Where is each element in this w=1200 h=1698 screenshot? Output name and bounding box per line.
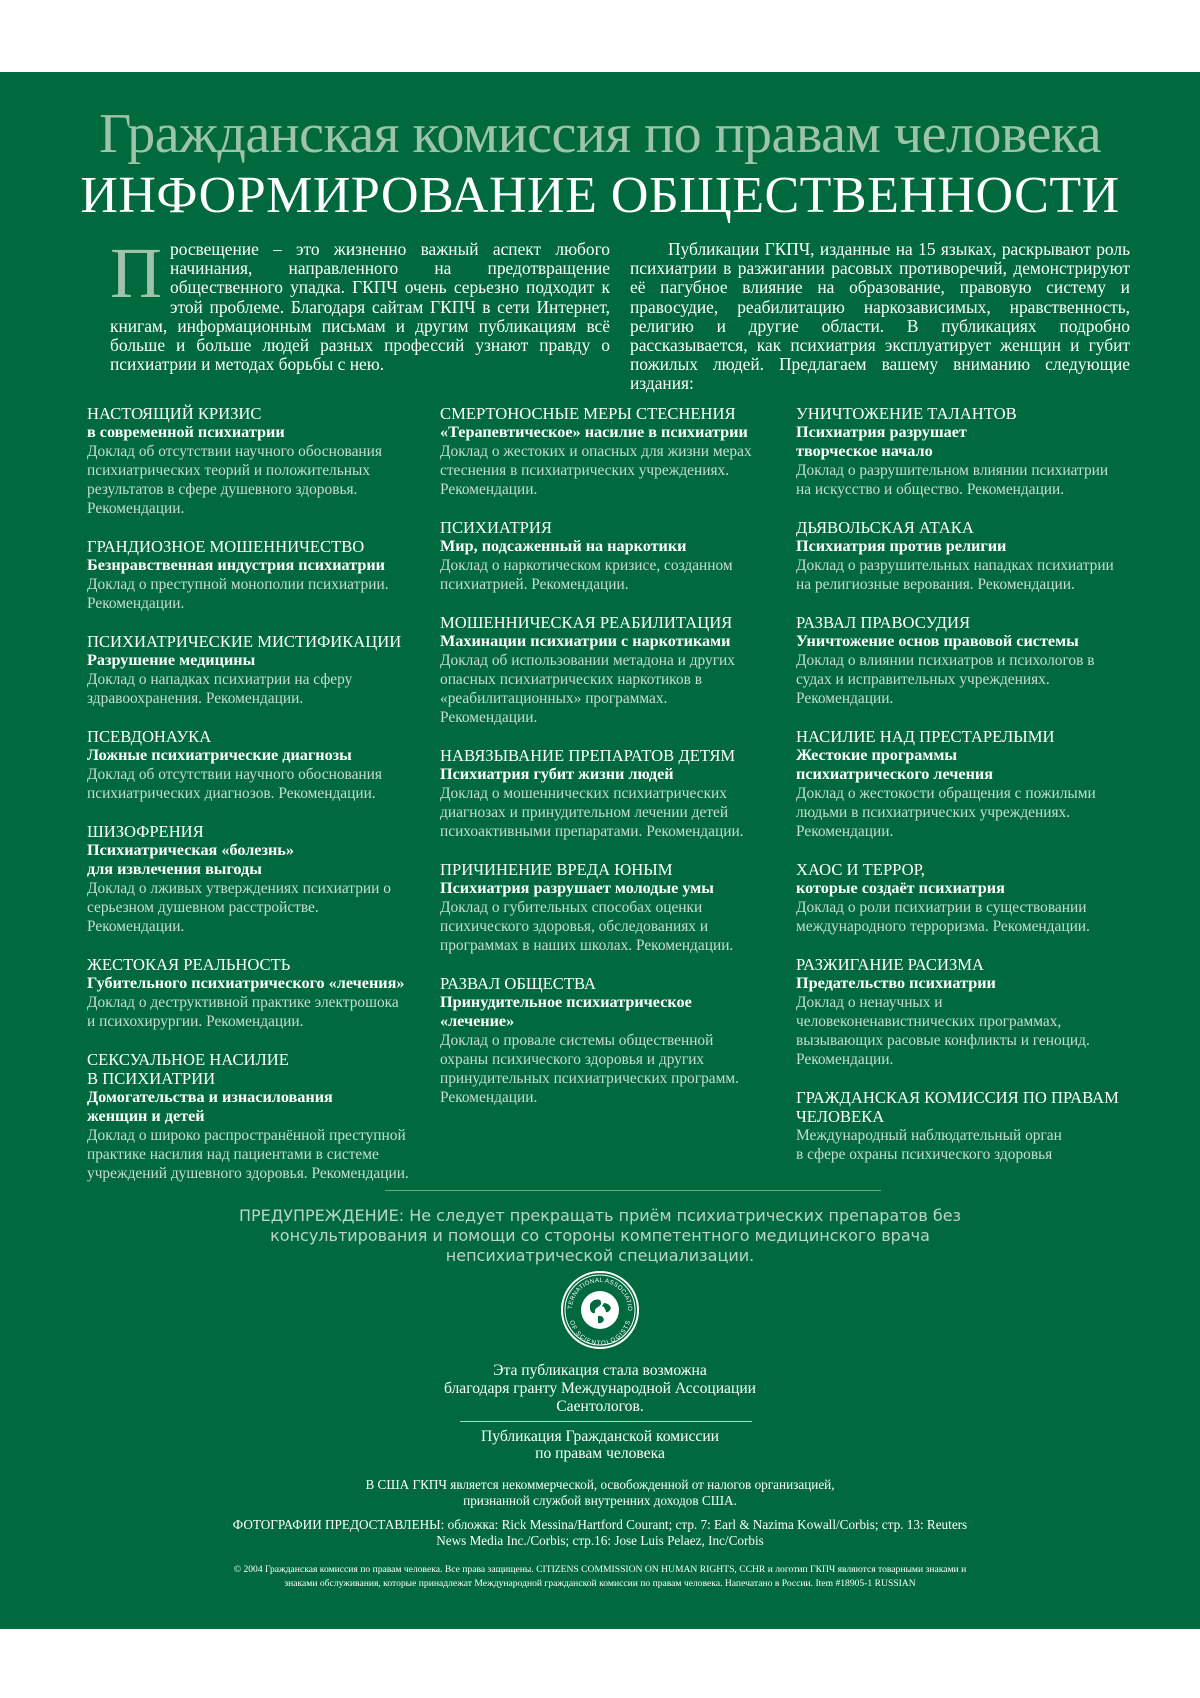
intro-left-paragraph <box>110 233 610 375</box>
publication-title: ГРАНДИОЗНОЕ МОШЕННИЧЕСТВО <box>87 537 365 556</box>
publication-subtitle: «Терапевтическое» насилие в психиатрии <box>440 423 748 441</box>
publication-subtitle: Домогательства и изнасилования женщин и детей <box>87 1088 333 1125</box>
publication-description: Доклад о роли психиатрии в существовании международного терроризма. Рекомендации. <box>796 899 1090 935</box>
publication-entry <box>796 613 1146 708</box>
publication-description: Доклад об отсутствии научного обоснования психиатрических теорий и положительных результатов в сфере душевного здоровья. Рекомендации. <box>87 443 382 517</box>
publication-entry <box>87 955 437 1031</box>
publication-title: НАВЯЗЫВАНИЕ ПРЕПАРАТОВ ДЕТЯМ <box>440 746 736 765</box>
publication-title: ХАОС И ТЕРРОР, <box>796 860 925 879</box>
publication-entry <box>440 974 790 1107</box>
intro-left-text: росвещение – это жизненно важный аспект любого начинания, направленного на предотвращение общественного упадка. ГКПЧ очень серьезно подходит к этой проблеме. Благодаря сайтам ГКПЧ в сети Интернет, книгам, информационным письмам и другим публикациям всё больше и больше людей разных профессий узнают правду о психиатрии и методах борьбы с нею. <box>110 239 610 375</box>
usa-tax-note: В США ГКПЧ является некоммерческой, освобожденной от налогов организацией, признанной службой внутренних доходов США. <box>365 1477 835 1508</box>
publication-description: Доклад об использовании метадона и других опасных психиатрических наркотиков в «реабилитационных» программах. Рекомендации. <box>440 652 735 726</box>
publication-title: СМЕРТОНОСНЫЕ МЕРЫ СТЕСНЕНИЯ <box>440 404 736 423</box>
publication-entry <box>440 613 790 727</box>
publication-entry <box>796 1088 1146 1164</box>
publication-description: Доклад о разрушительных нападках психиатрии на религиозные верования. Рекомендации. <box>796 557 1114 593</box>
publication-entry <box>440 860 790 955</box>
publication-title: ДЬЯВОЛЬСКАЯ АТАКА <box>796 518 974 537</box>
publications-column-2 <box>440 404 790 1126</box>
page-title: ИНФОРМИРОВАНИЕ ОБЩЕСТВЕННОСТИ <box>80 167 1120 224</box>
publication-description: Доклад о жестокости обращения с пожилыми людьми в психиатрических учреждениях. Рекомендации. <box>796 785 1096 840</box>
publication-description: Доклад о разрушительном влиянии психиатрии на искусство и общество. Рекомендации. <box>796 462 1109 498</box>
publication-subtitle: Психиатрия губит жизни людей <box>440 765 674 783</box>
publication-description: Доклад о нападках психиатрии на сферу здравоохранения. Рекомендации. <box>87 671 353 707</box>
svg-text:INTERNATIONAL ASSOCIATION: TERNATIONAL ASSOCIATIO <box>566 1276 634 1312</box>
publication-subtitle: Психиатрия против религии <box>796 537 1007 555</box>
publication-subtitle: Жестокие программы психиатрического лечения <box>796 746 993 783</box>
publication-entry <box>87 404 437 518</box>
publisher-note: Публикация Гражданской комиссии по правам человека <box>480 1428 720 1462</box>
photo-credits: ФОТОГРАФИИ ПРЕДОСТАВЛЕНЫ: обложка: Rick Messina/Hartford Courant; стр. 7: Earl & Nazima Kowall/Corbis; стр. 13: Reuters News Media Inc./Corbis; стр.16: Jose Luis Pelaez, Inc/Corbis <box>232 1517 968 1548</box>
publication-entry <box>87 632 437 708</box>
grant-note: Эта публикация стала возможна благодаря гранту Международной Ассоциации Саентологов. <box>443 1362 757 1415</box>
publication-entry <box>87 822 437 936</box>
organization-title: Гражданская комиссия по правам человека <box>98 103 1102 165</box>
publication-entry <box>87 1050 437 1183</box>
divider <box>385 1190 881 1191</box>
publication-entry <box>87 537 437 613</box>
svg-text:OF SCIENTOLOGISTS: OF SCIENTOLOGISTS <box>567 1319 633 1348</box>
publication-title: ПРИЧИНЕНИЕ ВРЕДА ЮНЫМ <box>440 860 673 879</box>
publication-title: РАЗВАЛ ОБЩЕСТВА <box>440 974 596 993</box>
publication-subtitle: Предательство психиатрии <box>796 974 996 992</box>
publication-description: Доклад о деструктивной практике электрошока и психохирургии. Рекомендации. <box>87 994 399 1030</box>
publication-title: РАЗВАЛ ПРАВОСУДИЯ <box>796 613 971 632</box>
publication-title: МОШЕННИЧЕСКАЯ РЕАБИЛИТАЦИЯ <box>440 613 733 632</box>
publication-subtitle: в современной психиатрии <box>87 423 285 441</box>
publication-subtitle: Безнравственная индустрия психиатрии <box>87 556 386 574</box>
publication-subtitle: Принудительное психиатрическое «лечение» <box>440 993 692 1030</box>
publication-subtitle: Психиатрия разрушает молодые умы <box>440 879 714 897</box>
publication-title: СЕКСУАЛЬНОЕ НАСИЛИЕ В ПСИХИАТРИИ <box>87 1050 289 1088</box>
publication-title: ГРАЖДАНСКАЯ КОМИССИЯ ПО ПРАВАМ ЧЕЛОВЕКА <box>796 1088 1119 1126</box>
publication-subtitle: Губительного психиатрического «лечения» <box>87 974 405 992</box>
publication-title: ПСИХИАТРИЯ <box>440 518 552 537</box>
publication-description: Доклад о мошеннических психиатрических диагнозах и принудительном лечении детей психоактивными препаратами. Рекомендации. <box>440 785 744 840</box>
publication-entry <box>796 955 1146 1069</box>
publication-title: ПСИХИАТРИЧЕСКИЕ МИСТИФИКАЦИИ <box>87 632 402 651</box>
publication-description: Доклад о преступной монополии психиатрии. Рекомендации. <box>87 576 389 612</box>
publication-entry <box>796 404 1146 499</box>
publication-title: РАЗЖИГАНИЕ РАСИЗМА <box>796 955 985 974</box>
publication-description: Доклад о губительных способах оценки психического здоровья, обследованиях и программах в наших школах. Рекомендации. <box>440 899 734 954</box>
publication-title: НАСИЛИЕ НАД ПРЕСТАРЕЛЫМИ <box>796 727 1055 746</box>
copyright-notice: © 2004 Гражданская комиссия по правам человека. Все права защищены. CITIZENS COMMISSION ON HUMAN RIGHTS, CCHR и логотип ГКПЧ являются товарными знаками и знаками обслуживания, которые принадлежат Международной гражданской комиссии по правам человека. Напечатано в России. Item #18905-1 RUSSIAN <box>233 1564 967 1589</box>
publication-description: Доклад о влиянии психиатров и психологов в судах и исправительных учреждениях. Рекомендации. <box>796 652 1095 707</box>
publication-subtitle: которые создаёт психиатрия <box>796 879 1005 897</box>
publication-entry <box>440 746 790 841</box>
intro-right-paragraph: Публикации ГКПЧ, изданные на 15 языках, раскрывают роль психиатрии в разжигании расовых противоречий, демонстрируют её пагубное влияние на образование, правовую систему и правосудие, реабилитацию наркозависимых, нравственность, религию и другие области. В публикациях подробно рассказывается, как психиатрия эксплуатирует женщин и губит пожилых людей. Предлагаем вашему вниманию следующие издания: <box>630 239 1130 394</box>
publication-entry <box>87 727 437 803</box>
green-page-panel <box>0 72 1200 1629</box>
publication-title: УНИЧТОЖЕНИЕ ТАЛАНТОВ <box>796 404 1017 423</box>
publication-subtitle: Психиатрия разрушает творческое начало <box>796 423 967 460</box>
publication-entry <box>796 518 1146 594</box>
iasc-seal-icon <box>560 1270 640 1350</box>
publication-description: Доклад о ненаучных и человеконенавистнических программах, вызывающих расовые конфликты и геноцид. Рекомендации. <box>796 994 1090 1068</box>
publication-description: Международный наблюдательный орган в сфере охраны психического здоровья <box>796 1127 1062 1163</box>
publication-subtitle: Махинации психиатрии с наркотиками <box>440 632 731 650</box>
publication-title: ЖЕСТОКАЯ РЕАЛЬНОСТЬ <box>87 955 291 974</box>
warning-notice: ПРЕДУПРЕЖДЕНИЕ: Не следует прекращать приём психиатрических препаратов без консультирования и помощи со стороны компетентного медицинского врача непсихиатрической специализации. <box>238 1206 962 1265</box>
publication-title: ПСЕВДОНАУКА <box>87 727 212 746</box>
publications-column-3 <box>796 404 1146 1183</box>
publication-description: Доклад о жестоких и опасных для жизни мерах стеснения в психиатрических учреждениях. Рекомендации. <box>440 443 752 498</box>
publication-title: НАСТОЯЩИЙ КРИЗИС <box>87 404 262 423</box>
publication-entry <box>796 860 1146 936</box>
publication-subtitle: Мир, подсаженный на наркотики <box>440 537 687 555</box>
publication-subtitle: Ложные психиатрические диагнозы <box>87 746 352 764</box>
publication-subtitle: Психиатрическая «болезнь» для извлечения выгоды <box>87 841 294 878</box>
divider <box>460 1421 752 1422</box>
publication-description: Доклад о лживых утверждениях психиатрии о серьезном душевном расстройстве. Рекомендации. <box>87 880 391 935</box>
publication-subtitle: Разрушение медицины <box>87 651 256 669</box>
publication-description: Доклад об отсутствии научного обоснования психиатрических диагнозов. Рекомендации. <box>87 766 382 802</box>
publication-entry <box>796 727 1146 841</box>
publication-entry <box>440 404 790 499</box>
publication-title: ШИЗОФРЕНИЯ <box>87 822 204 841</box>
publications-column-1 <box>87 404 437 1202</box>
drop-cap: П <box>110 233 162 313</box>
publication-description: Доклад о провале системы общественной охраны психического здоровья и других принудительных психиатрических программ. Рекомендации. <box>440 1032 739 1106</box>
publication-entry <box>440 518 790 594</box>
publication-description: Доклад о широко распространённой преступной практике насилия над пациентами в системе учреждений душевного здоровья. Рекомендации. <box>87 1127 409 1182</box>
publication-description: Доклад о наркотическом кризисе, созданном психиатрией. Рекомендации. <box>440 557 733 593</box>
publication-subtitle: Уничтожение основ правовой системы <box>796 632 1079 650</box>
